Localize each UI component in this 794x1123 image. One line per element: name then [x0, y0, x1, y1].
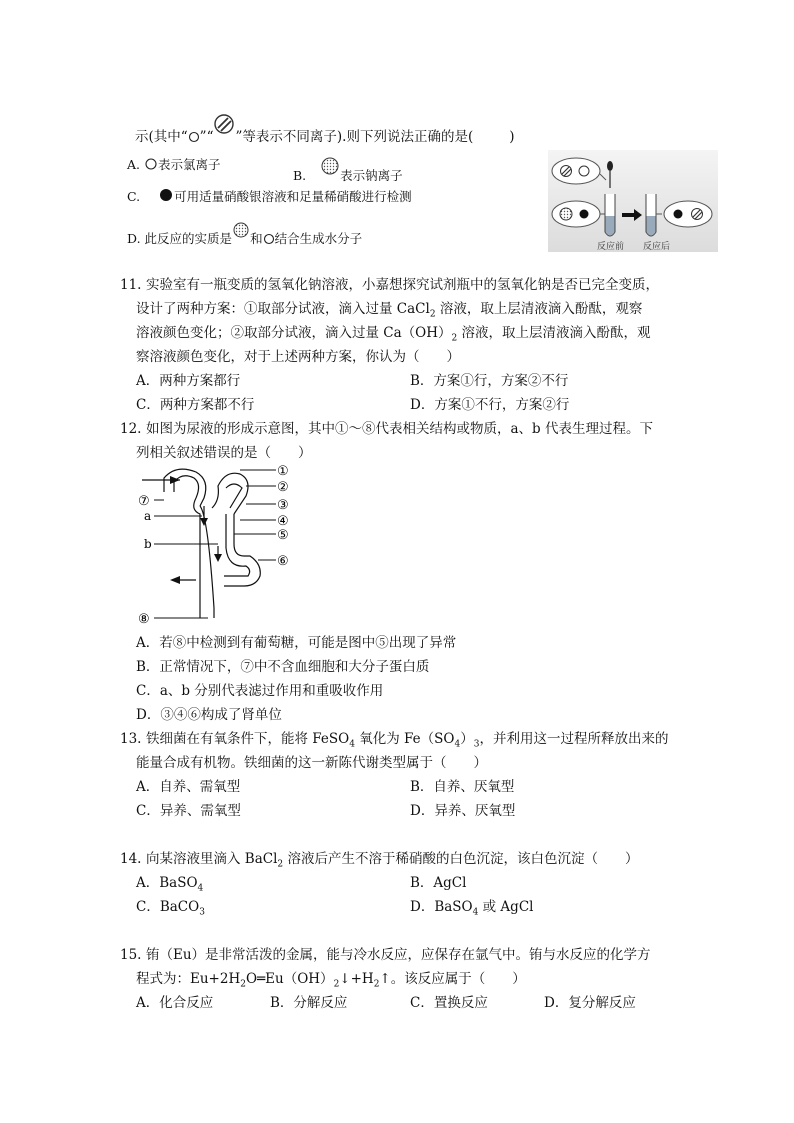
- q13-option-d: D．异养、厌氧型: [410, 803, 516, 819]
- q13-line2: 能量合成有机物。铁细菌的这一新陈代谢类型属于（ ）: [136, 755, 487, 771]
- q11-number: 11.: [120, 277, 142, 293]
- q10-option-a: A. 表示氯离子: [127, 157, 221, 172]
- q14-number: 14.: [120, 851, 142, 867]
- glomerulus-vessel: [164, 469, 206, 506]
- q14-line1: 向某溶液里滴入 BaCl$_2$ 溶液后产生不溶于稀硝酸的白色沉淀，该白色沉淀（ ）: [146, 851, 639, 870]
- arrow-head-icon: [214, 554, 222, 562]
- q13-option-a: A．自养、需氧型: [136, 779, 241, 795]
- white-ion-icon: [144, 157, 158, 171]
- q11-line1: 实验室有一瓶变质的氢氧化钠溶液，小嘉想探究试剂瓶中的氢氧化钠是否已完全变质，: [146, 277, 659, 293]
- capsule-inner: [226, 484, 242, 508]
- label-7: ⑦: [138, 494, 150, 509]
- q15-option-c: C．置换反应: [410, 995, 488, 1011]
- q10-option-d: D. 此反应的实质是 和 结合生成水分子: [127, 221, 362, 248]
- q12-option-a: A．若⑧中检测到有葡萄糖，可能是图中⑤出现了异常: [136, 635, 457, 651]
- q15-option-a: A．化合反应: [136, 995, 214, 1011]
- q12-option-c: C．a、b 分别代表滤过作用和重吸收作用: [136, 683, 384, 699]
- q14-option-c: C．BaCO$_3$: [136, 899, 205, 918]
- q10-option-b: B. 表示钠离子: [293, 156, 403, 185]
- label-b: b: [144, 537, 152, 551]
- q15-number: 15.: [120, 947, 142, 963]
- q14-option-d: D．BaSO$_4$ 或 AgCl: [410, 899, 534, 918]
- q10-reaction-figure: [548, 150, 718, 252]
- q15-line2: 程式为：$Eu+2H_2O═Eu(OH)_2↓+H_2↑$。该反应属于（ ）: [136, 971, 526, 990]
- before-bubble: [552, 201, 600, 227]
- q15-option-d: D．复分解反应: [544, 995, 636, 1011]
- label-3: ③: [277, 498, 289, 513]
- q11-option-a: A．两种方案都行: [136, 373, 241, 389]
- q15-line1: 铕（Eu）是非常活泼的金属，能与冷水反应，应保存在氩气中。铕与水反应的化学方: [146, 947, 651, 963]
- q12-line2: 列相关叙述错误的是（ ）: [136, 445, 312, 461]
- dotted-ion-icon: [232, 221, 250, 239]
- hatched-ion-icon: [692, 209, 703, 220]
- q13-line1: 铁细菌在有氧条件下，能将 FeSO$_4$ 氧化为 $Fe(SO_4)_3$，并利用这一过程所释放出来的: [146, 731, 669, 750]
- dotted-ion-icon: [320, 156, 340, 176]
- q12-line1: 如图为尿液的形成示意图，其中①～⑧代表相关结构或物质，a、b 代表生理过程。下: [146, 421, 653, 437]
- hatched-ion-icon: [213, 113, 235, 135]
- solution-after: [647, 216, 656, 236]
- arrow-head-icon: [170, 576, 180, 584]
- black-ion-icon: [580, 210, 589, 219]
- dotted-ion-icon: [560, 208, 572, 220]
- arrow-head-icon: [200, 518, 208, 526]
- label-2: ②: [277, 480, 289, 495]
- q12-number: 12.: [120, 421, 142, 437]
- q14-option-a: A．BaSO$_4$: [136, 875, 204, 894]
- label-a: a: [144, 509, 152, 523]
- q12-nephron-diagram: [134, 458, 304, 626]
- label-4: ④: [277, 514, 289, 529]
- q12-option-d: D．③④⑥构成了肾单位: [136, 707, 282, 723]
- white-ion-icon: [263, 233, 275, 245]
- q12-option-b: B．正常情况下，⑦中不含血细胞和大分子蛋白质: [136, 659, 430, 675]
- label-after: 反应后: [643, 242, 671, 252]
- label-8: ⑧: [138, 612, 150, 626]
- q11-option-b: B．方案①行，方案②不行: [410, 373, 569, 389]
- white-ion-icon: [579, 166, 589, 176]
- label-before: 反应前: [597, 242, 625, 252]
- label-1: ①: [277, 464, 289, 479]
- q11-option-c: C．两种方案都不行: [136, 397, 255, 413]
- q15-option-b: B．分解反应: [270, 995, 348, 1011]
- black-ion-icon: [674, 210, 683, 219]
- q14-option-b: B．AgCl: [410, 875, 467, 891]
- q11-line2: 设计了两种方案：①取部分试液，滴入过量 CaCl$_2$ 溶液，取上层清液滴入酚酞，观察: [136, 301, 643, 320]
- label-5: ⑤: [277, 528, 289, 543]
- q11-line4: 察溶液颜色变化，对于上述两种方案，你认为（ ）: [136, 349, 460, 365]
- q11-option-d: D．方案①不行，方案②行: [410, 397, 570, 413]
- loop-inner: [224, 514, 250, 576]
- collecting-duct-right: [200, 506, 214, 618]
- solution-before: [606, 216, 615, 236]
- q13-number: 13.: [120, 731, 142, 747]
- loop-of-henle: [224, 514, 260, 586]
- after-bubble: [664, 201, 712, 227]
- dropper-bubble: [552, 158, 600, 184]
- black-ion-icon: [158, 187, 174, 203]
- q11-line3: 溶液颜色变化；②取部分试液，滴入过量 $Ca(OH)_2$ 溶液，取上层清液滴入酚酞，观: [136, 325, 651, 344]
- dropper-bulb: [607, 161, 613, 171]
- q13-option-c: C．异养、需氧型: [136, 803, 241, 819]
- hatched-ion-icon: [561, 166, 572, 177]
- q10-option-c: C. 可用适量硝酸银溶液和足量稀硝酸进行检测: [127, 189, 412, 204]
- q10-stem: 示(其中“ ”“ ”等表示不同离子).则下列说法正确的是( ): [135, 113, 515, 146]
- q13-option-b: B．自养、厌氧型: [410, 779, 515, 795]
- white-ion-icon: [188, 131, 200, 143]
- label-6: ⑥: [277, 554, 289, 569]
